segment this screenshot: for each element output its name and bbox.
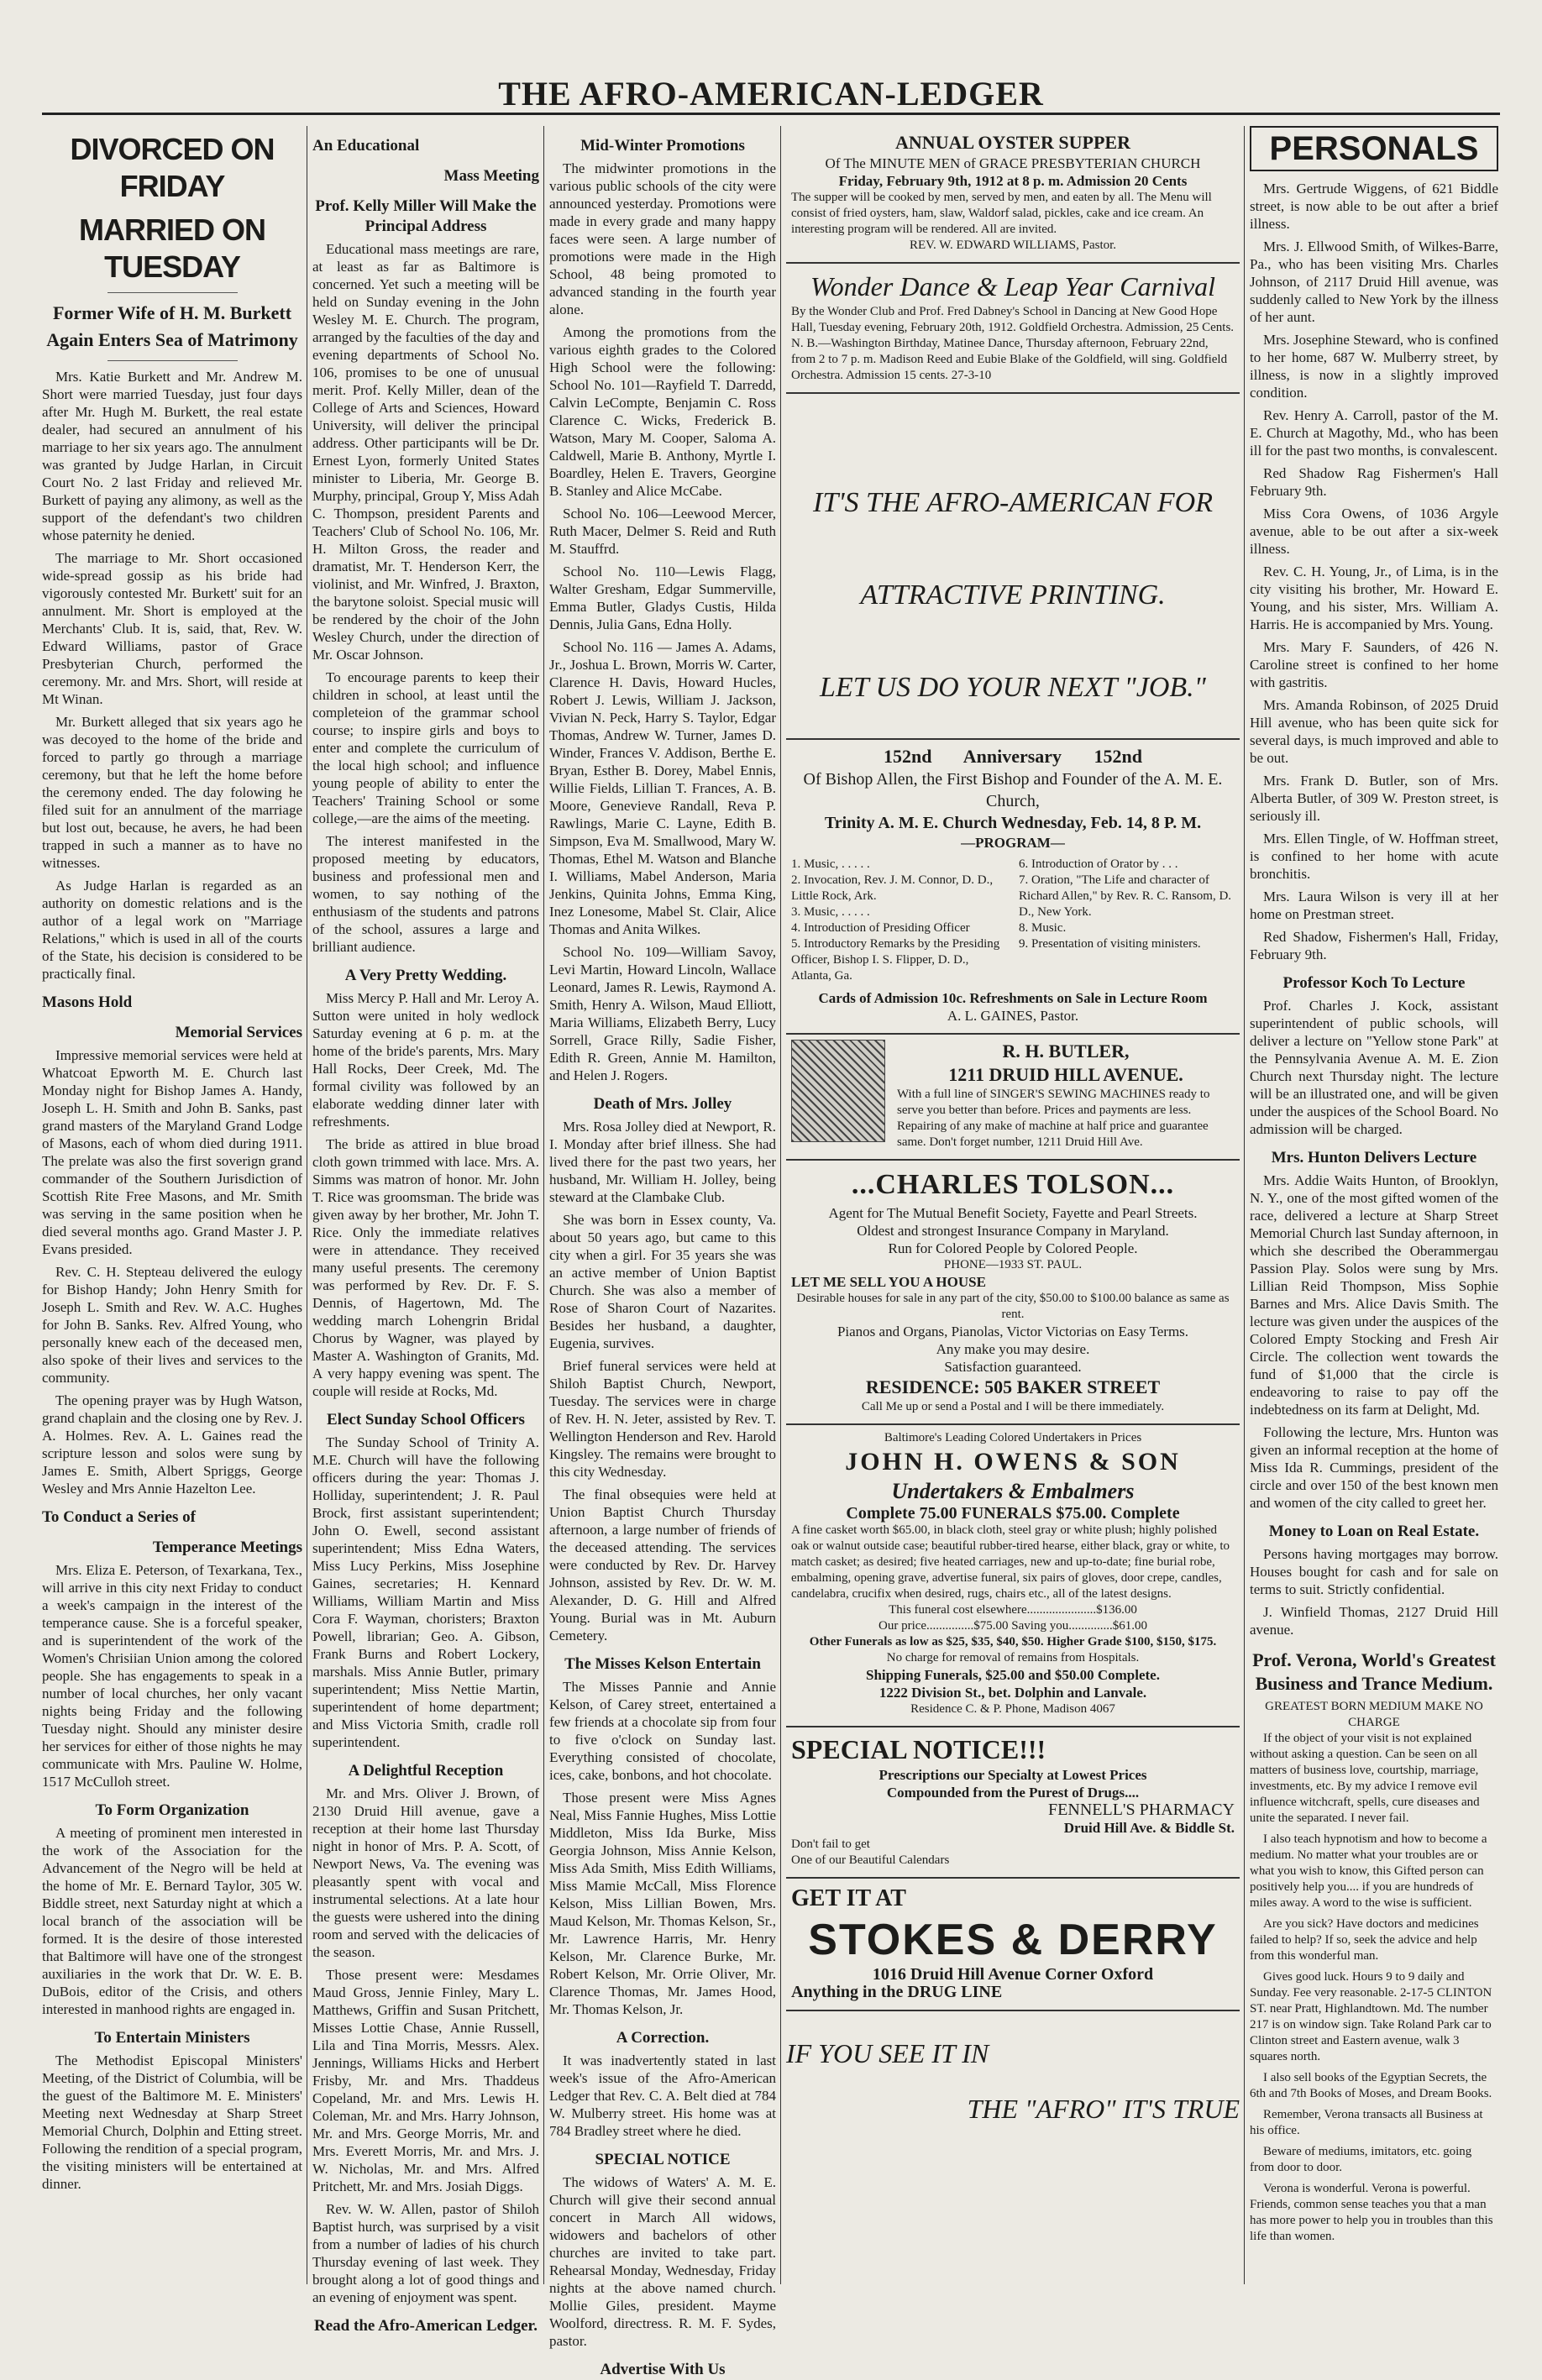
article-paragraph: To encourage parents to keep their children in school, at least until the completeion of the grammar school course; to inspire girls and boys to enter and complete the curriculum of the local high school; and influence young people of ability to enter the Teachers' Training School or some college,—are the aims of the meeting. (312, 669, 539, 826)
sewing-machine-illustration (791, 1040, 885, 1142)
ad-signature: REV. W. EDWARD WILLIAMS, Pastor. (909, 239, 1117, 252)
ad-line: Of Bishop Allen, the First Bishop and Founder of the A. M. E. Church, (803, 770, 1223, 810)
program-title: —PROGRAM— (961, 835, 1065, 851)
article-paragraph: Those present were Miss Agnes Neal, Miss Fannie Hughes, Miss Lottie Middleton, Miss Ida Burke, Miss Georgia Johnson, Miss Annie Kelson, Miss Ada Smith, Miss Edith Williams, Miss Mamie McCall, Miss Florence Kelson, Miss Lillian Bowen, Mrs. Maud Kelson, Mr. Thomas Kelson, Sr., Mr. Lawrence Harris, Mr. Henry Kelson, Mr. Clarence Burke, Mr. Robert Kelson, Mr. Orrie Oliver, Mr. Clarence Thomas, Mr. James Hood, Mr. Thomas Kelson, Jr. (549, 1790, 776, 2017)
ministers-headline: To Entertain Ministers (94, 2029, 250, 2047)
personal-item: Red Shadow, Fishermen's Hall, Friday, February 9th. (1250, 929, 1498, 962)
column-rule (1244, 126, 1245, 2284)
oyster-supper-ad (786, 126, 1240, 264)
program-item: 5. Introductory Remarks by the Presiding Officer, Bishop I. S. Flipper, D. D., Atlanta, Ga. (791, 937, 1000, 983)
article-paragraph: The marriage to Mr. Short occasioned wide-spread gossip as his bride had vigorously contested Mr. Burkett' suit for an annulment. Mr. Short is employed at the Merchants' Club. It is, said, that, Rev. W. Edward Williams, pastor of Grace Presbyterian Church, performed the ceremony. Mr. and Mrs. Short, will reside at Mt Winan. (42, 550, 302, 707)
article-paragraph: Among the promotions from the various eighth grades to the Colored High School were the following: School No. 101—Rayfield T. Darredd, Calvin LeCompte, Benjamin C. Ross Clarence C. Wicks, Frederick B. Watson, Mary M. Cooper, Saloma A. Caldwell, Marie B. Anthony, Myrtle I. Boardley, Helen E. Travers, Georgine B. Stanley and Alice McCabe. (549, 324, 776, 499)
afro-true-ad (786, 2011, 1240, 2126)
article-paragraph: Impressive memorial services were held at Whatcoat Epworth M. E. Church last Monday night for Bishop James A. Handy, Joseph L. H. Smith and John B. Sanks, past grand masters of the Maryland Grand Lodge of Masons, each of whom died during 1911. The prelate was also the first soverign grand commander of the Southern Jurisdiction of Scottish Rite Free Masons, and Mr. Smith was serving in the same position when he died several months ago. Grand Master J. P. Evans presided. (42, 1047, 302, 1257)
ad-line: Agent for The Mutual Benefit Society, Fayette and Pearl Streets. (828, 1205, 1198, 1221)
masons-headline-2: Memorial Services (175, 1024, 302, 1041)
ad-title: STOKES & DERRY (808, 1916, 1218, 1964)
ad-line: Oldest and strongest Insurance Company in Maryland. (857, 1223, 1169, 1239)
ad-line: One of our Beautiful Calendars (791, 1853, 950, 1867)
program-item: 4. Introduction of Presiding Officer (791, 921, 970, 935)
ad-line: Shipping Funerals, $25.00 and $50.00 Complete. (866, 1667, 1160, 1683)
ad-line: Trinity A. M. E. Church Wednesday, Feb. 14, 8 P. M. (824, 814, 1202, 832)
ad-line: Satisfaction guaranteed. (944, 1359, 1082, 1375)
ad-line: Cards of Admission 10c. Refreshments on Sale in Lecture Room (818, 990, 1208, 1006)
ad-title: R. H. BUTLER, (1002, 1041, 1130, 1062)
ad-body: By the Wonder Club and Prof. Fred Dabney's School in Dancing at New Good Hope Hall, Tuesday evening, February 20th, 1912. Goldfield Orchestra. Admission, 25 Cents. N. B.—Washington Birthday, Matinee Dance, Thursday afternoon, February 22nd, from 2 to 7 p. m. Madison Reed and Eubie Blake of the Goldfield, will sing. Goldfield Orchestra. Admission 15 cents. 27-3-10 (791, 305, 1235, 382)
personal-item: Mrs. Ellen Tingle, of W. Hoffman street, is confined to her home with acute bronchitis. (1250, 831, 1498, 882)
personal-item: Rev. Henry A. Carroll, pastor of the M. E. Church at Magothy, Md., who has been ill for the past two months, is convalescent. (1250, 407, 1498, 459)
ad-title: 152nd Anniversary 152nd (883, 746, 1143, 767)
ad-line: LET US DO YOUR NEXT "JOB." (820, 672, 1206, 703)
ad-line: Anything in the DRUG LINE (791, 1983, 1003, 2001)
article-paragraph: The widows of Waters' A. M. E. Church will give their second annual concert in March All widows, widowers and bachelors of other churches are invited to take part. Rehearsal Monday, Wednesday, Friday nights at the above named church. Mollie Giles, president. Mayme Woolford, directress. R. M. F. Sydes, pastor. (549, 2174, 776, 2349)
butler-sewing-ad (786, 1035, 1240, 1161)
personal-item: Miss Cora Owens, of 1036 Argyle avenue, able to be out after a six-week illness. (1250, 506, 1498, 557)
ad-line: Don't fail to get (791, 1837, 870, 1851)
article-paragraph: Miss Mercy P. Hall and Mr. Leroy A. Sutton were united in holy wedlock Saturday evening at 6 p. m. at the home of the bride's parents, Mrs. Mary Hall Rocks, Deer Creek, Md. The formal civility was followed by an elaborate wedding dinner later with refreshments. (312, 990, 539, 1130)
temperance-headline-1: To Conduct a Series of (42, 1508, 196, 1526)
ad-body: The supper will be cooked by men, served by men, and eaten by all. The Menu will consist of fried oysters, ham, slaw, Waldorf salad, pickles, cake and ice cream. An interesting program will be rendered. All are invited. (791, 191, 1212, 236)
pharmacy-ad (786, 1727, 1240, 1879)
article-paragraph: Brief funeral services were held at Shiloh Baptist Church, Newport, Tuesday. The services were in charge of Rev. H. N. Jeter, assisted by Rev. T. Wellington Henderson and Rev. Harold Kingsley. The remains were brought to this city Wednesday. (549, 1358, 776, 1480)
ad-address: RESIDENCE: 505 BAKER STREET (865, 1376, 1161, 1397)
ad-name: FENNELL'S PHARMACY (1048, 1801, 1235, 1819)
column-rule (780, 126, 781, 2284)
temperance-headline-2: Temperance Meetings (152, 1539, 302, 1556)
program-item: 3. Music, . . . . . (791, 905, 870, 919)
article-paragraph: It was inadvertently stated in last week's issue of the Afro-American Ledger that Rev. C. A. Belt died at 784 W. Mulberry street. His home was at 784 Bradley street where he died. (549, 2052, 776, 2139)
article-paragraph: Mrs. Eliza E. Peterson, of Texarkana, Tex., will arrive in this city next Friday to conduct a week's campaign in the interest of the temperance cause. She is a forceful speaker, and is superintendent of the work of the Women's Chrisiian Union among the colored people. She has engagements to speak in a number of local churches, her only vacant nights being Friday and the following Tuesday night. Should any minister desire her services for either of those nights he may communicate with Mrs. Pauline W. Holme, 1517 McCulloh street. (42, 1562, 302, 1790)
ad-line: Baltimore's Leading Colored Undertakers in Prices (884, 1431, 1142, 1444)
ad-address: Druid Hill Ave. & Biddle St. (1063, 1820, 1235, 1836)
ad-line: Compounded from the Purest of Drugs.... (886, 1785, 1140, 1801)
ad-title: ...CHARLES TOLSON... (851, 1169, 1175, 1200)
afro-printing-ad (786, 394, 1240, 740)
personal-item: Mrs. J. Ellwood Smith, of Wilkes-Barre, Pa., who has been visiting Mrs. Charles Johnson, of 2117 Druid Hill avenue, was suddenly called to New York by the illness of her aunt. (1250, 239, 1498, 325)
program-list (791, 857, 1235, 984)
article-paragraph: Mr. and Mrs. Oliver J. Brown, of 2130 Druid Hill avenue, gave a reception at their home last Thursday night in honor of Mrs. P. A. Scott, of Newport News, Va. The evening was pleasantly spent with vocal and instrumental selections. At a late hour the guests were ushered into the dining room and served with the delicacies of the season. (312, 1785, 539, 1960)
divider (108, 360, 238, 361)
money-headline: Money to Loan on Real Estate. (1268, 1523, 1480, 1540)
ad-body: With a full line of SINGER'S SEWING MACHINES ready to serve you better than before. Prices and payments are less. Repairing of any make of machine at half price and guarantee same. Don't forget number, 1211 Druid Hill Ave. (897, 1088, 1210, 1149)
dance-carnival-ad (786, 264, 1240, 394)
article-paragraph: Mrs. Rosa Jolley died at Newport, R. I. Monday after brief illness. She had lived there for the past two years, her husband, Mr. William H. Jolley, being steward at the Clambake Club. (549, 1119, 776, 1205)
article-paragraph: I also teach hypnotism and how to become a medium. No matter what your troubles are or what you wish to know, this Gifted person can positively help you.... if you are hundreds of miles away. A word to the wise is sufficient. (1250, 1832, 1487, 1910)
ad-line: PHONE—1933 ST. PAUL. (943, 1258, 1083, 1271)
program-item: 2. Invocation, Rev. J. M. Connor, D. D., Little Rock, Ark. (791, 873, 994, 903)
sunday-school-headline: Elect Sunday School Officers (327, 1411, 525, 1429)
ad-title: ANNUAL OYSTER SUPPER (895, 132, 1130, 153)
article-paragraph: Beware of mediums, imitators, etc. going from door to door. (1250, 2145, 1472, 2174)
column-5-personals (1250, 126, 1498, 2284)
ad-address: 1016 Druid Hill Avenue Corner Oxford (872, 1965, 1154, 1984)
jolley-headline: Death of Mrs. Jolley (593, 1095, 732, 1113)
article-paragraph: Gives good luck. Hours 9 to 9 daily and Sunday. Fee very reasonable. 2-17-5 CLINTON ST. near Pratt, Highlandtown. Md. The number 217 is on window sign. Take Roland Park car to Clinton street and Eastern avenue, walk 3 squares north. (1250, 1970, 1492, 2063)
divorce-headline-2: MARRIED ON TUESDAY (79, 212, 265, 284)
verona-headline: Prof. Verona, World's Greatest Business and Trance Medium. (1252, 1649, 1496, 1694)
program-item: 7. Oration, "The Life and character of Richard Allen," by Rev. R. C. Ransom, D. D., New York. (1019, 873, 1232, 919)
personals-title: PERSONALS (1250, 126, 1498, 171)
personal-item: Mrs. Amanda Robinson, of 2025 Druid Hill avenue, who has been quite sick for several days, is much improved and able to be out. (1250, 697, 1498, 766)
article-paragraph: School No. 109—William Savoy, Levi Martin, Howard Lincoln, Wallace Leonard, James R. Lewis, Raymond A. Smith, Henry A. Wilson, Maud Elliott, Maria Williams, Elizabeth Berry, Lucy Sorrell, Grace Rilly, Sadie Fisher, Edith R. Green, Annie M. Hamilton, and Helen J. Rogers. (549, 944, 776, 1083)
column-2 (312, 126, 539, 2335)
article-paragraph: Rev. W. W. Allen, pastor of Shiloh Baptist hurch, was surprised by a visit from a number of ladies of his church Thursday evening of last week. They brought along a lot of good things and an evening of enjoyment was spent. (312, 2201, 539, 2305)
educational-headline-1: An Educational (312, 137, 420, 155)
article-paragraph: Mrs. Katie Burkett and Mr. Andrew M. Short were married Tuesday, just four days after Mr. Hugh M. Burkett, the real estate dealer, had secured an annulment of his marriage to her six years ago. The annulment was granted by Judge Harlan, in Circuit Court No. 2 last Friday and relieved Mr. Burkett of paying any alimony, as well as the support of the defendant's two children whose paternity he denied. (42, 369, 302, 543)
article-paragraph: The midwinter promotions in the various public schools of the city were announced yesterday. Promotions were made in every grade and many happy faces were seen. A large number of promotions were made in the High School, 48 being promoted to advanced standing in the fourth year alone. (549, 160, 776, 317)
ad-signature: A. L. GAINES, Pastor. (947, 1008, 1079, 1024)
ad-line: Friday, February 9th, 1912 at 8 p. m. Admission 20 Cents (838, 173, 1188, 189)
ad-line: THE "AFRO" IT'S TRUE (967, 2094, 1240, 2124)
article-paragraph: A meeting of prominent men interested in the work of the Association for the Advancement of the Negro will be held at the home of Mr. E. Bernard Taylor, 305 W. Biddle street, next Saturday night at which a local branch of the association will be formed. It is the desire of those interested that Baltimore will have one of the strongest auxiliaries in the work that Dr. W. E. B. DuBois, editor of the Crisis, and others interested in manhood rights are engaged in. (42, 1825, 302, 2017)
program-item: 1. Music, . . . . . (791, 857, 870, 871)
divorce-subhead: Former Wife of H. M. Burkett Again Enters Sea of Matrimony (46, 302, 298, 350)
personal-item: Mrs. Mary F. Saunders, of 426 N. Caroline street is confined to her home with gastritis. (1250, 639, 1498, 690)
ad-line: Desirable houses for sale in any part of the city, $50.00 to $100.00 balance as same as rent. (796, 1292, 1230, 1321)
program-item: 8. Music. (1019, 921, 1067, 935)
personal-item: Mrs. Frank D. Butler, son of Mrs. Alberta Butler, of 309 W. Preston street, is seriously ill. (1250, 773, 1498, 824)
ad-address: 1211 DRUID HILL AVENUE. (948, 1064, 1183, 1085)
ad-line: No charge for removal of remains from Hospitals. (886, 1651, 1140, 1664)
article-paragraph: I also sell books of the Egyptian Secrets, the 6th and 7th Books of Moses, and Dream Books. (1250, 2071, 1492, 2100)
organization-headline: To Form Organization (95, 1801, 249, 1819)
ad-line: Prescriptions our Specialty at Lowest Prices (879, 1767, 1147, 1783)
divorce-headline-1: DIVORCED ON FRIDAY (70, 132, 275, 203)
owens-undertakers-ad (786, 1425, 1240, 1727)
personal-item: Mrs. Laura Wilson is very ill at her home on Prestman street. (1250, 889, 1498, 922)
ad-line: Pianos and Organs, Pianolas, Victor Victorias on Easy Terms. (837, 1324, 1189, 1339)
ad-line: Run for Colored People by Colored People. (888, 1240, 1138, 1256)
article-paragraph: The Methodist Episcopal Ministers' Meeting, of the District of Columbia, will be the guest of the Baltimore M. E. Ministers' Meeting next Wednesday at Sharp Street Memorial Church, Dolphin and Etting street. Following the rendition of a special program, the visiting ministers will be entertained at dinner. (42, 2052, 302, 2192)
article-paragraph: If the object of your visit is not explained without asking a question. Can be seen on all matters of business love, courtship, marriage, investments, etc. By my advice I remove evil influence witchcraft, spells, cure diseases and unite the separated. I never fail. (1250, 1732, 1480, 1825)
program-item: 6. Introduction of Orator by . . . (1019, 857, 1178, 871)
koch-headline: Professor Koch To Lecture (1282, 974, 1466, 992)
article-paragraph: Following the lecture, Mrs. Hunton was given an informal reception at the home of Miss Ida R. Cummings, president of the circle and over 150 of the best known men and women of the city called to greet her. (1250, 1424, 1498, 1511)
educational-headline-2: Mass Meeting (443, 167, 539, 185)
ad-line: ATTRACTIVE PRINTING. (860, 579, 1166, 611)
ad-line: Our price...............$75.00 Saving you..............$61.00 (879, 1619, 1147, 1633)
article-paragraph: School No. 106—Leewood Mercer, Ruth Macer, Delmer S. Reid and Ruth M. Stauffrd. (549, 506, 776, 557)
ad-line: Other Funerals as low as $25, $35, $40, $50. Higher Grade $100, $150, $175. (809, 1635, 1217, 1649)
masons-headline-1: Masons Hold (42, 993, 133, 1011)
ad-title: SPECIAL NOTICE!!! (791, 1734, 1046, 1764)
article-paragraph: Those present were: Mesdames Maud Gross, Jennie Finley, Mary L. Matthews, Griffin and Susan Pritchett, Misses Lottie Chase, Annie Russell, Lila and Tina Morris, Messrs. Alex. Jennings, Williams Hicks and Herbert Frisby, Mr. and Mrs. Thaddeus Copeland, Mr. and Mrs. Lewis H. Coleman, Mr. and Mrs. Harry Johnson, Mr. and Mrs. George Morris, Mr. and Mrs. Everett Morris, Mr. and Mrs. J. W. Nicholas, Mr. and Mrs. Alfred Pritchett, Mr. and Mrs. Josiah Diggs. (312, 1967, 539, 2194)
article-paragraph: Rev. C. H. Stepteau delivered the eulogy for Bishop Handy; John Henry Smith for Joseph L. Smith and Rev. W. A.C. Hughes for John B. Sanks. Rev. Alfred Young, who personally knew each of the deceased men, also spoke of their lives and services to the community. (42, 1264, 302, 1386)
article-paragraph: Persons having mortgages may borrow. Houses bought for cash and for sale on terms to suit. Strictly confidential. (1250, 1546, 1498, 1597)
ad-subtitle: Undertakers & Embalmers (891, 1479, 1135, 1503)
ad-line: GET IT AT (791, 1885, 906, 1911)
column-rule (543, 126, 544, 2284)
hunton-headline: Mrs. Hunton Delivers Lecture (1271, 1149, 1477, 1166)
article-paragraph: She was born in Essex county, Va. about 50 years ago, but came to this city when a girl. For 35 years she was an active member of Union Baptist Church. She was also a member of Rose of Sharon Court of Nazarites. Besides her husband, a daughter, Eugenia, survives. (549, 1212, 776, 1351)
stokes-derry-ad (786, 1879, 1240, 2011)
article-paragraph: Are you sick? Have doctors and medicines failed to help? If so, seek the advice and help from this wonderful man. (1250, 1917, 1479, 1963)
column-footer: Read the Afro-American Ledger. (314, 2317, 538, 2335)
personal-item: Mrs. Josephine Steward, who is confined to her home, 687 W. Mulberry street, by illness, is now in a slightly improved condition. (1250, 332, 1498, 401)
column-footer: Advertise With Us (600, 2361, 726, 2378)
wedding-headline: A Very Pretty Wedding. (344, 967, 507, 984)
ad-line: IF YOU SEE IT IN (786, 2038, 989, 2068)
article-paragraph: Mrs. Addie Waits Hunton, of Brooklyn, N. Y., one of the most gifted women of the race, delivered a lecture at Sharp Street Memorial Church last Sunday afternoon, in which she described the Oberammergau Passion Play. Solos were sung by Mrs. Lillian Reid Thompson, Miss Sophie Barnes and Mrs. Alice Davis Smith. The lecture was given under the auspices of the Colored Empty Stocking and Fresh Air Circle. The collection went towards the fund of $1,000 that the circle is endeavoring to raise to pay off the indebtedness on its farm at Delight, Md. (1250, 1172, 1498, 1418)
ad-title: JOHN H. OWENS & SON (845, 1448, 1181, 1476)
program-item: 9. Presentation of visiting ministers. (1019, 937, 1201, 951)
ad-title: Wonder Dance & Leap Year Carnival (810, 271, 1216, 301)
article-paragraph: Prof. Charles J. Kock, assistant superintendent of public schools, will deliver a lecture on "Yellow stone Park" at the Pennsylvania Avenue A. M. E. Zion Church next Thursday night. The lecture will be an illustrated one, and will be given under the auspices of the School Board. No admission will be charged. (1250, 998, 1498, 1137)
ad-line: This funeral cost elsewhere......................$136.00 (889, 1603, 1137, 1617)
personal-item: Rev. C. H. Young, Jr., of Lima, is in the city visiting his brother, Mr. Howard E. Young, and his sister, Mrs. William A. Harris. He is accompanied by Mrs. Young. (1250, 564, 1498, 632)
butler-ad-body (791, 1040, 1235, 1151)
ad-body: A fine casket worth $65.00, in black cloth, steel gray or white plush; highly polished oak or walnut outside case; beautiful rubber-tired hearse, either black, gray or white, to match casket; as desired; five heated carriages, new and up-to-date; fine burial robe, embalming, opening grave, advertise funeral, six pairs of gloves, door crepe, candles, candelabra, crucifix when desired, rugs, chairs etc., all of the latest designs. (791, 1523, 1230, 1601)
article-paragraph: Educational mass meetings are rare, at least as far as Baltimore is concerned. Yet such a meeting will be held on Sunday evening in the John Wesley M. E. Church. The program, arranged by the faculties of the day and evening departments of School No. 106, promises to be one of unusual merit. Prof. Kelly Miller, dean of the College of Arts and Sciences, Howard University, will deliver the principal address. Other participants will be Dr. Ernest Lyon, formerly United States minister to Liberia, Mr. George B. Murphy, principal, Group Y, Miss Adah C. Thompson, president Parents and Teachers' Club of School No. 106, Mr. H. Milton Gross, the reader and dramatist, Mr. T. Henderson Kerr, the violinist, and Mr. Winfred, J. Braxton, the barytone soloist. Special music will be rendered by the choir of the John Wesley Church, under the direction of Mr. Oscar Johnson. (312, 241, 539, 663)
kelson-headline: The Misses Kelson Entertain (564, 1655, 761, 1673)
article-paragraph: The Sunday School of Trinity A. M.E. Church will have the following officers during the year: Thomas J. Holliday, superintendent; J. R. Paul Brock, first assistant superintendent; John O. Ewell, second assistant superintendent; Miss Edna Waters, Miss Lucy Perkins, Miss Josephine Gaines, secretaries; H. Kennard Williams, William Martin and Miss Cora F. Wayman, choristers; Braxton Powell, librarian; Geo. A. Gibson, Frank Burns and Robert Lockery, marshals. Miss Annie Butler, primary superintendent; Miss Nettie Martin, superintendent of home department; and Miss Victoria Smith, cradle roll superintendent. (312, 1434, 539, 1750)
masthead: THE AFRO-AMERICAN-LEDGER (42, 74, 1500, 115)
ad-line: IT'S THE AFRO-AMERICAN FOR (813, 487, 1213, 518)
article-paragraph: School No. 116 — James A. Adams, Jr., Joshua L. Brown, Morris W. Carter, Clarence H. Davis, Howard Hucles, Robert J. Lewis, William J. Jackson, Vivian N. Peck, Harry S. Taylor, Edgar Thomas, Andrew W. Turner, James D. Winder, Frances V. Addison, Berthe E. Bryan, Esther B. Dorey, Mabel Ennis, Willie Fields, Lillian T. Frances, A. B. Moore, Genevieve Randall, Reva P. Rawlings, Marie C. Layne, Edith B. Simpson, Eva M. Smallwood, Mary W. Thomas, Ethel M. Watson and Blanche I. Williams, Mabel Anderson, Maria Jenkins, Quinita Johns, Emma King, Inez Lonesome, Mabel St. Clair, Alice Thomas and Anita Wilkes. (549, 639, 776, 937)
ad-line: Residence C. & P. Phone, Madison 4067 (910, 1702, 1115, 1716)
tolson-ad (786, 1161, 1240, 1425)
article-paragraph: The interest manifested in the proposed meeting by educators, business and professional men and women, to say nothing of the enthusiasm of the students and patrons of the school, assures a large and brilliant audience. (312, 833, 539, 955)
ad-line: Any make you may desire. (936, 1341, 1090, 1357)
correction-headline: A Correction. (616, 2029, 710, 2047)
special-notice-headline: SPECIAL NOTICE (595, 2151, 731, 2168)
ad-line: Of The MINUTE MEN of GRACE PRESBYTERIAN CHURCH (825, 155, 1201, 171)
ad-line: Call Me up or send a Postal and I will be there immediately. (861, 1400, 1165, 1413)
reception-headline: A Delightful Reception (348, 1762, 504, 1780)
personal-item: Red Shadow Rag Fishermen's Hall February 9th. (1250, 465, 1498, 499)
column-4-ads (786, 126, 1240, 2284)
article-paragraph: The Misses Pannie and Annie Kelson, of Carey street, entertained a few friends at a chocolate sip from four to five o'clock on Sunday last. Everything consisted of chocolate, ices, cake, bonbons, and hot chocolate. (549, 1679, 776, 1783)
article-paragraph: J. Winfield Thomas, 2127 Druid Hill avenue. (1250, 1604, 1498, 1638)
article-paragraph: Remember, Verona transacts all Business at his office. (1250, 2108, 1483, 2137)
anniversary-ad (786, 740, 1240, 1035)
article-paragraph: Mr. Burkett alleged that six years ago he was decoyed to the home of the bride and forced to partly go through a marriage ceremony, but that he left the home before the ceremony ended. The day folowing he filed suit for an annulment of the marriage but lost out, because, he avers, he had been trapped in such a manner as to have no witnesses. (42, 714, 302, 871)
article-paragraph: The final obsequies were held at Union Baptist Church Thursday afternoon, a large number of friends of the deceased attending. The services were conducted by Rev. Dr. Harvey Johnson, assisted by Rev. Dr. W. M. Alexander, D. G. Hill and Alfred Young. Burial was in Mt. Auburn Cemetery. (549, 1486, 776, 1643)
verona-subhead: GREATEST BORN MEDIUM MAKE NO CHARGE (1265, 1700, 1483, 1729)
ad-address: 1222 Division St., bet. Dolphin and Lanvale. (879, 1685, 1147, 1701)
divider (108, 292, 238, 293)
ad-price: Complete 75.00 FUNERALS $75.00. Complete (846, 1504, 1180, 1523)
column-3 (549, 126, 776, 2378)
article-paragraph: School No. 110—Lewis Flagg, Walter Gresham, Edgar Summerville, Emma Butler, Gladys Custis, Hilda Dennis, Julia Gans, Edna Holly. (549, 564, 776, 632)
article-paragraph: The opening prayer was by Hugh Watson, grand chaplain and the closing one by Rev. J. A. Holmes. Rev. A. L. Gaines read the scripture lesson and solos were sung by James E. Smith, Albert Spriggs, George Wesley and Mrs Annie Hazelton Lee. (42, 1392, 302, 1497)
article-paragraph: As Judge Harlan is regarded as an authority on domestic relations and is the author of a legal work on "Marriage Relations," which is used in all of the courts of the State, his decision is considered to be practically final. (42, 878, 302, 982)
article-paragraph: The bride as attired in blue broad cloth gown trimmed with lace. Mrs. A. Simms was matron of honor. Mr. John T. Rice was groomsman. The bride was given away by her brother, Mr. John T. Rice. Only the immediate relatives were in attendance. They received many useful presents. The ceremony was performed by Rev. Dr. F. S. Dennis, of Hagertown, Md. The wedding march Lohengrin Bridal Chorus by Wagner, was played by Master A. Washington of Granits, Md. A very happy evening was spent. The couple will reside at Rocks, Md. (312, 1136, 539, 1399)
ad-line: LET ME SELL YOU A HOUSE (791, 1274, 986, 1290)
column-1 (42, 126, 302, 2284)
personal-item: Mrs. Gertrude Wiggens, of 621 Biddle street, is now able to be out after a brief illness. (1250, 181, 1498, 232)
article-paragraph: Verona is wonderful. Verona is powerful. Friends, common sense teaches you that a man has more power to help you in troubles than this life than women. (1250, 2182, 1493, 2243)
educational-subhead: Prof. Kelly Miller Will Make the Principal Address (315, 197, 537, 235)
promotions-headline: Mid-Winter Promotions (580, 137, 745, 155)
